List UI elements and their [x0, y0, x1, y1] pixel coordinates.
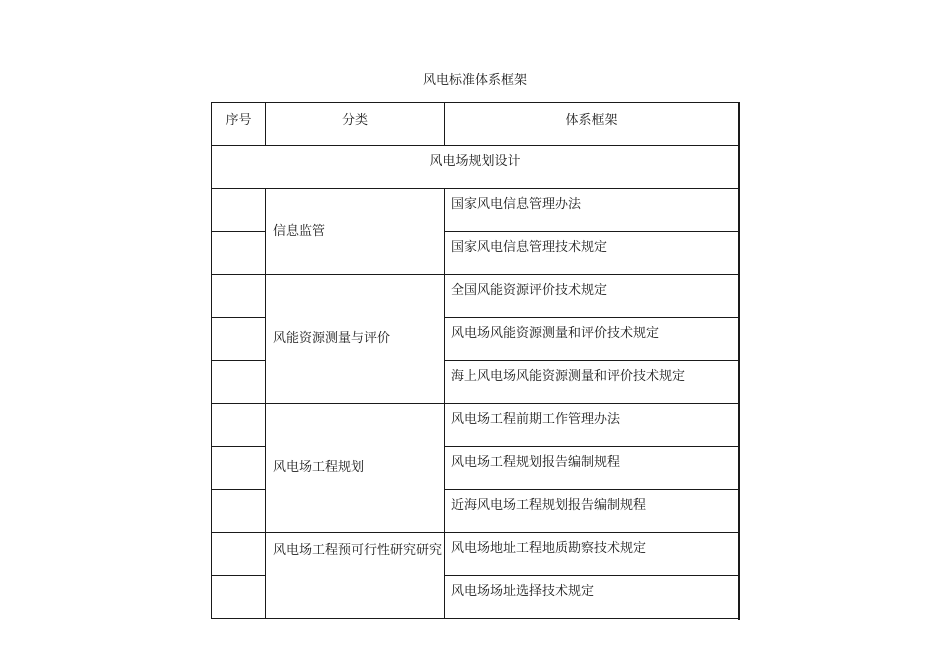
table-row [212, 404, 739, 447]
framework-item: 国家风电信息管理技术规定 [445, 232, 739, 275]
category-cell: 风能资源测量与评价 [266, 275, 445, 404]
index-cell [212, 533, 266, 576]
framework-item: 风电场地址工程地质勘察技术规定 [445, 533, 739, 576]
framework-item: 国家风电信息管理办法 [445, 189, 739, 232]
standards-framework-table [211, 102, 739, 619]
index-cell [212, 318, 266, 361]
category-cell: 风电场工程预可行性研究研究 [266, 533, 445, 619]
header-row [212, 103, 739, 146]
category-cell: 风电场工程规划 [266, 404, 445, 533]
index-cell [212, 576, 266, 619]
category-cell: 信息监管 [266, 189, 445, 275]
section-title: 风电场规划设计 [212, 146, 739, 189]
framework-item: 风电场工程规划报告编制规程 [445, 447, 739, 490]
index-cell [212, 490, 266, 533]
header-framework: 体系框架 [445, 103, 739, 146]
index-cell [212, 404, 266, 447]
index-cell [212, 189, 266, 232]
document-title: 风电标准体系框架 [422, 73, 527, 88]
header-index: 序号 [212, 103, 266, 146]
framework-item: 近海风电场工程规划报告编制规程 [445, 490, 739, 533]
table-row [212, 189, 739, 232]
table-right-border [738, 102, 740, 620]
table-row [212, 275, 739, 318]
framework-item: 海上风电场风能资源测量和评价技术规定 [445, 361, 739, 404]
section-row [212, 146, 739, 189]
table-row [212, 533, 739, 576]
framework-item: 全国风能资源评价技术规定 [445, 275, 739, 318]
framework-item: 风电场风能资源测量和评价技术规定 [445, 318, 739, 361]
index-cell [212, 447, 266, 490]
framework-item: 风电场场址选择技术规定 [445, 576, 739, 619]
framework-item: 风电场工程前期工作管理办法 [445, 404, 739, 447]
index-cell [212, 275, 266, 318]
header-category: 分类 [266, 103, 445, 146]
index-cell [212, 232, 266, 275]
index-cell [212, 361, 266, 404]
